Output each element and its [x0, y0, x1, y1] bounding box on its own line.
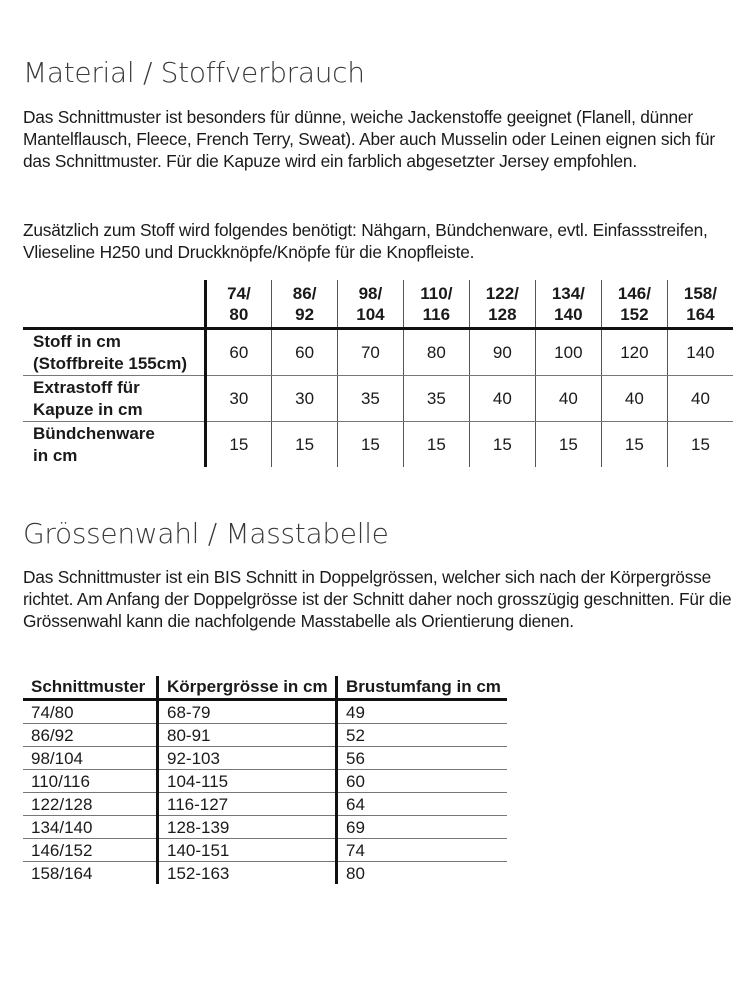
size-column-header: 146/ 152 — [601, 280, 667, 329]
cell: 60 — [272, 329, 338, 376]
cell: 49 — [337, 700, 508, 724]
cell: 152-163 — [158, 862, 337, 885]
cell: 128-139 — [158, 816, 337, 839]
sizes-heading: Grössenwahl / Masstabelle — [23, 517, 389, 550]
material-requirements: Zusätzlich zum Stoff wird folgendes benötigt: Nähgarn, Bündchenware, evtl. Einfassstreifen, Vlieseline H250 und Druckknöpfe/Knöpfe für die Knopfleiste. — [23, 220, 708, 262]
cell: 35 — [403, 376, 469, 422]
table-row — [23, 376, 733, 422]
cell: 60 — [205, 329, 272, 376]
header-corner — [23, 280, 205, 329]
fabric-consumption-table — [23, 280, 733, 467]
cell: 15 — [272, 422, 338, 468]
cell: 15 — [667, 422, 733, 468]
cell: 80 — [337, 862, 508, 885]
cell: 100 — [535, 329, 601, 376]
cell: 140 — [667, 329, 733, 376]
size-column-header: 158/ 164 — [667, 280, 733, 329]
cell: 15 — [469, 422, 535, 468]
cell: 74 — [337, 839, 508, 862]
table-header-row — [23, 280, 733, 329]
table-row — [23, 724, 507, 747]
cell: 52 — [337, 724, 508, 747]
table-row — [23, 816, 507, 839]
column-header: Körpergrösse in cm — [158, 676, 337, 700]
cell: 116-127 — [158, 793, 337, 816]
cell: 70 — [337, 329, 403, 376]
cell: 98/104 — [23, 747, 158, 770]
table-row — [23, 329, 733, 376]
cell: 92-103 — [158, 747, 337, 770]
table-row — [23, 747, 507, 770]
cell: 74/80 — [23, 700, 158, 724]
table-row — [23, 770, 507, 793]
size-column-header: 122/ 128 — [469, 280, 535, 329]
cell: 15 — [205, 422, 272, 468]
table-row — [23, 793, 507, 816]
table-row — [23, 862, 507, 885]
cell: 86/92 — [23, 724, 158, 747]
size-table — [23, 676, 507, 884]
size-column-header: 86/ 92 — [272, 280, 338, 329]
cell: 68-79 — [158, 700, 337, 724]
cell: 80 — [403, 329, 469, 376]
cell: 40 — [469, 376, 535, 422]
cell: 60 — [337, 770, 508, 793]
cell: 140-151 — [158, 839, 337, 862]
cell: 69 — [337, 816, 508, 839]
cell: 15 — [601, 422, 667, 468]
cell: 15 — [403, 422, 469, 468]
cell: 30 — [205, 376, 272, 422]
table-row — [23, 700, 507, 724]
cell: 110/116 — [23, 770, 158, 793]
row-label: Stoff in cm (Stoffbreite 155cm) — [23, 329, 205, 376]
size-column-header: 98/ 104 — [337, 280, 403, 329]
cell: 30 — [272, 376, 338, 422]
cell: 15 — [535, 422, 601, 468]
cell: 35 — [337, 376, 403, 422]
cell: 120 — [601, 329, 667, 376]
cell: 146/152 — [23, 839, 158, 862]
column-header: Brustumfang in cm — [337, 676, 508, 700]
cell: 80-91 — [158, 724, 337, 747]
cell: 64 — [337, 793, 508, 816]
table-row — [23, 422, 733, 468]
cell: 40 — [667, 376, 733, 422]
cell: 158/164 — [31, 863, 93, 883]
cell: 56 — [337, 747, 508, 770]
cell: 40 — [535, 376, 601, 422]
size-column-header: 74/ 80 — [205, 280, 272, 329]
row-label: Bündchenware in cm — [33, 423, 155, 465]
cell: 122/128 — [23, 793, 158, 816]
row-label: Extrastoff für Kapuze in cm — [23, 376, 205, 422]
material-heading: Material / Stoffverbrauch — [23, 56, 365, 89]
table-row — [23, 839, 507, 862]
sizes-description: Das Schnittmuster ist ein BIS Schnitt in Doppelgrössen, welcher sich nach der Körpergrösse richtet. Am Anfang der Doppelgrösse ist der Schnitt daher noch grosszügig geschnitten. Für die Grössenwahl kann die nachfolgende Masstabelle als Orientierung dienen. — [23, 567, 732, 631]
size-column-header: 110/ 116 — [403, 280, 469, 329]
cell: 40 — [601, 376, 667, 422]
table-header-row — [23, 676, 507, 700]
cell: 15 — [337, 422, 403, 468]
size-column-header: 134/ 140 — [535, 280, 601, 329]
column-header: Schnittmuster — [23, 676, 158, 700]
material-description: Das Schnittmuster ist besonders für dünne, weiche Jackenstoffe geeignet (Flanell, dünner Mantelflausch, Fleece, French Terry, Sweat). Aber auch Musselin oder Leinen eignen sich für das Schnittmuster. Für die Kapuze wird ein farblich abgesetzter Jersey empfohlen. — [23, 107, 715, 171]
cell: 134/140 — [23, 816, 158, 839]
cell: 90 — [469, 329, 535, 376]
cell: 104-115 — [158, 770, 337, 793]
